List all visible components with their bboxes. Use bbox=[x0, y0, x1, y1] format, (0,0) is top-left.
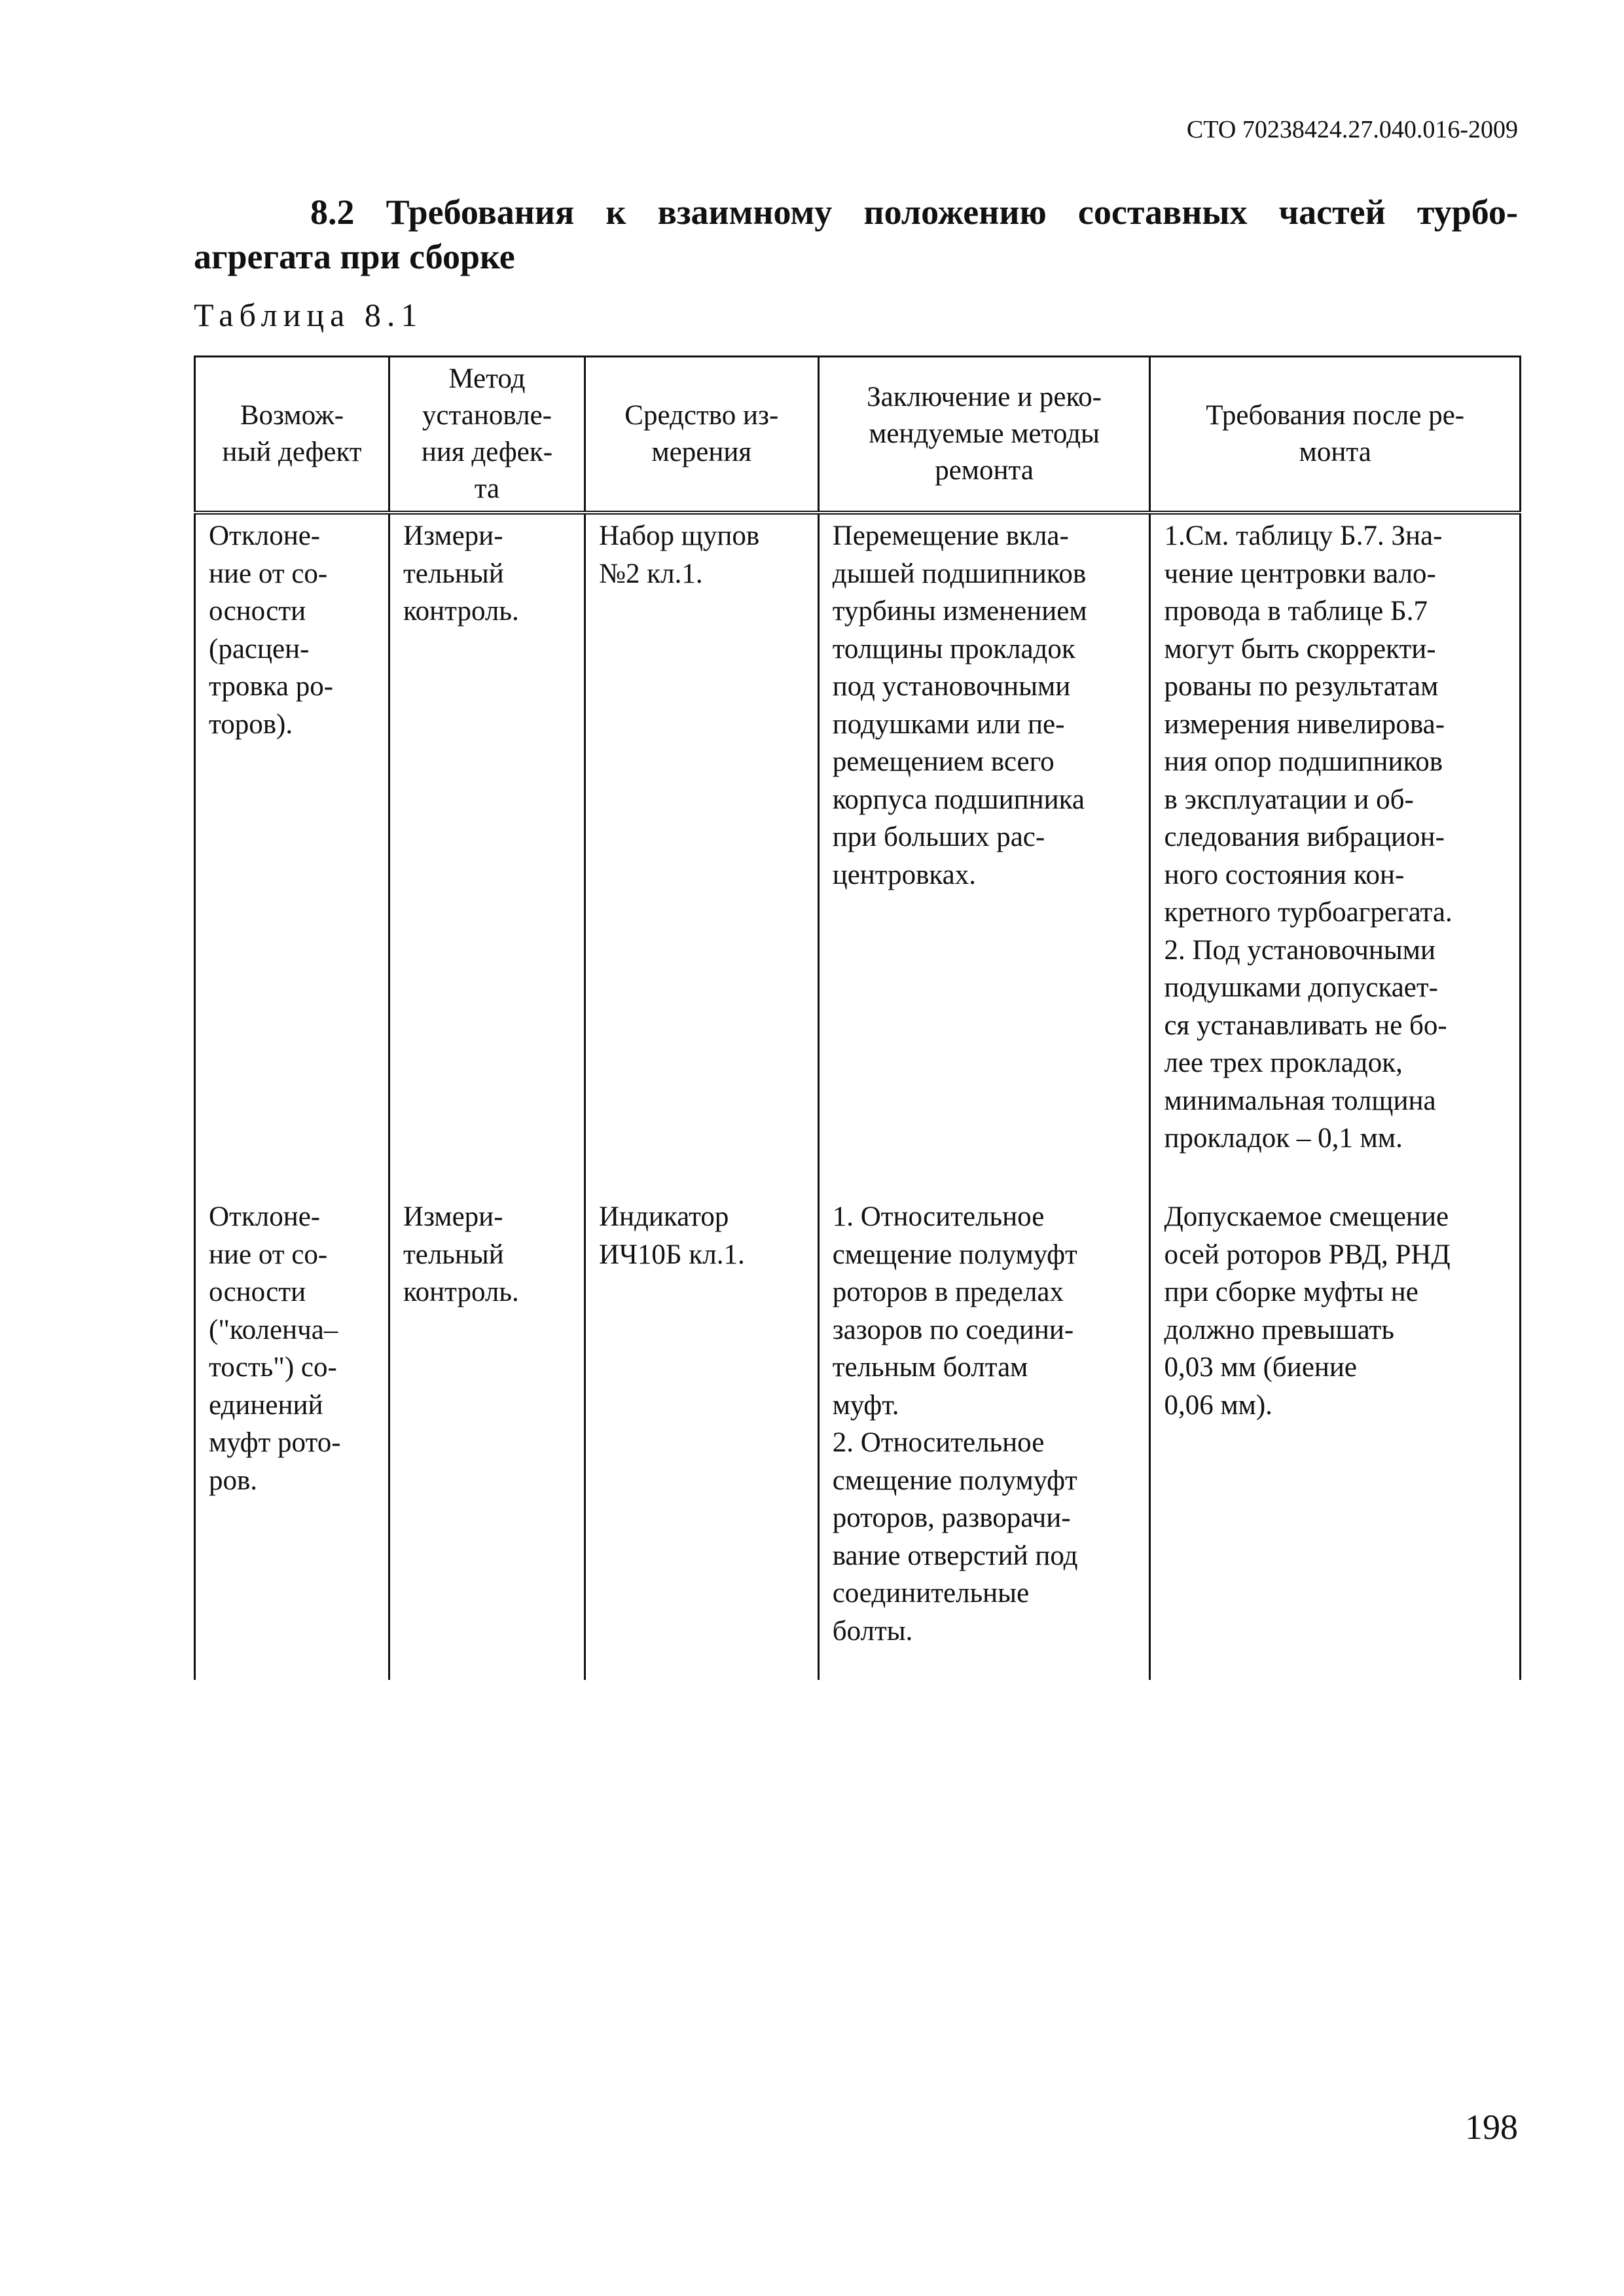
page-number: 198 bbox=[1465, 2107, 1518, 2147]
document-code: СТО 70238424.27.040.016-2009 bbox=[1186, 116, 1518, 143]
cell-tool: Индикатор ИЧ10Б кл.1. bbox=[585, 1195, 818, 1680]
cell-tool: Набор щупов №2 кл.1. bbox=[585, 513, 818, 1195]
section-heading bbox=[194, 190, 1518, 279]
cell-requirements: Допускаемое смещение осей роторов РВД, РНД при сборке муфты не должно превышать 0,03 мм (биение 0,06 мм). bbox=[1150, 1195, 1521, 1680]
cell-requirements: 1.См. таблицу Б.7. Зна- чение центровки вало- провода в таблице Б.7 могут быть скорректи- рованы по результатам измерения нивелирова- ния опор подшипников в эксплуатации и об- следования вибрацион- ного состояния кон- кретного турбоагрегата. 2. Под установочными подушками допускает- ся устанавливать не бо- лее трех прокладок, минимальная толщина прокладок – 0,1 мм. bbox=[1150, 513, 1521, 1195]
table-row bbox=[195, 1195, 1521, 1680]
table-header bbox=[195, 357, 1521, 513]
cell-conclusion: 1. Относительное смещение полумуфт роторов в пределах зазоров по соедини- тельным болтам муфт. 2. Относительное смещение полумуфт роторов, разворачи- вание отверстий под соединительные болты. bbox=[818, 1195, 1150, 1680]
cell-method: Измери- тельный контроль. bbox=[389, 1195, 585, 1680]
cell-defect: Отклоне- ние от со- осности (расцен- тровка ро- торов). bbox=[195, 513, 389, 1195]
table-caption: Таблица 8.1 bbox=[194, 297, 424, 333]
header-tool: Средство из- мерения bbox=[585, 357, 818, 513]
defects-table bbox=[194, 355, 1521, 1680]
section-heading-line-2: агрегата при сборке bbox=[194, 237, 515, 276]
cell-defect: Отклоне- ние от со- осности ("коленча– тость") со- единений муфт рото- ров. bbox=[195, 1195, 389, 1680]
cell-conclusion: Перемещение вкла- дышей подшипников турбины изменением толщины прокладок под установочными подушками или пе- ремещением всего корпуса подшипника при больших рас- центровках. bbox=[818, 513, 1150, 1195]
table-row bbox=[195, 513, 1521, 1195]
cell-method: Измери- тельный контроль. bbox=[389, 513, 585, 1195]
header-method: Метод установле- ния дефек- та bbox=[389, 357, 585, 513]
section-heading-line-1: 8.2 Требования к взаимному положению составных частей турбо- bbox=[310, 192, 1518, 232]
header-conclusion: Заключение и реко- мендуемые методы ремонта bbox=[818, 357, 1150, 513]
header-defect: Возмож- ный дефект bbox=[195, 357, 389, 513]
header-requirements: Требования после ре- монта bbox=[1150, 357, 1521, 513]
table-header-row bbox=[195, 357, 1521, 513]
